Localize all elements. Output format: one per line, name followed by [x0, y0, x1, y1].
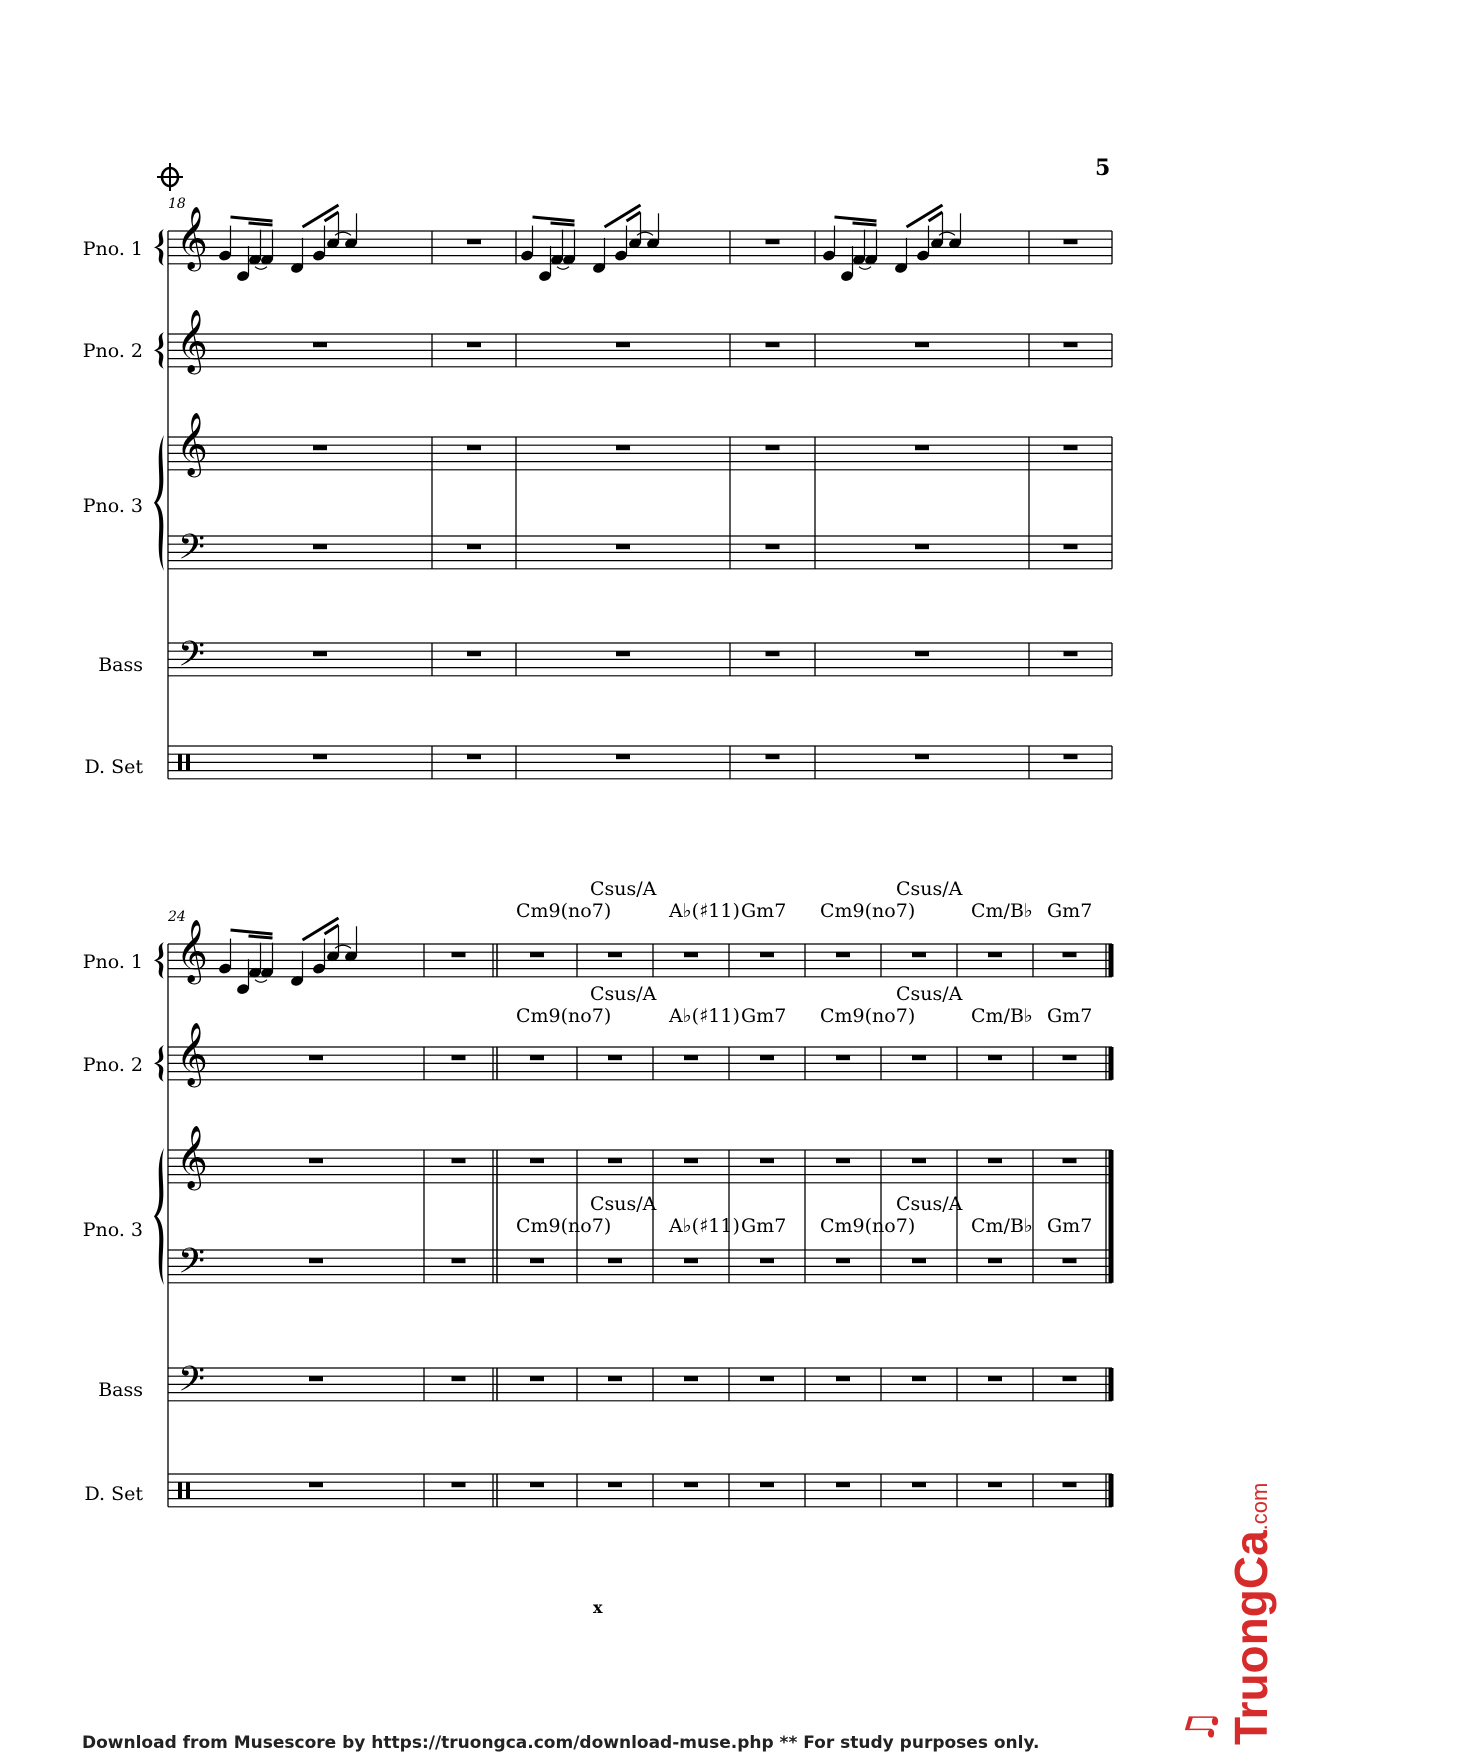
measure-number: 18 — [168, 196, 186, 212]
treble-clef-icon: 𝄞 — [176, 205, 208, 269]
whole-rest-icon — [988, 1482, 1002, 1487]
whole-rest-icon — [915, 445, 929, 450]
whole-rest-icon — [467, 651, 481, 656]
whole-rest-icon — [912, 1158, 926, 1163]
beam — [249, 223, 273, 225]
brace-icon — [154, 332, 164, 369]
whole-rest-icon — [608, 1376, 622, 1381]
chord-symbol: Cm/B♭ — [971, 1215, 1033, 1237]
treble-clef-icon: 𝄞 — [176, 1021, 208, 1085]
chord-symbol: A♭(♯11) — [669, 900, 740, 922]
whole-rest-icon — [608, 1055, 622, 1060]
whole-rest-icon — [760, 1158, 774, 1163]
beam — [249, 936, 273, 938]
whole-rest-icon — [836, 1158, 850, 1163]
instrument-label: D. Set — [84, 1483, 143, 1505]
whole-rest-icon — [1064, 342, 1078, 347]
beam — [551, 223, 575, 225]
treble-clef-icon: 𝄞 — [176, 308, 208, 372]
chord-symbol: Cm/B♭ — [971, 1005, 1033, 1027]
page-number: 5 — [1095, 155, 1111, 181]
whole-rest-icon — [684, 1482, 698, 1487]
whole-rest-icon — [309, 1055, 323, 1060]
chord-symbol: Csus/A — [896, 878, 963, 900]
whole-rest-icon — [309, 1376, 323, 1381]
whole-rest-icon — [684, 1158, 698, 1163]
whole-rest-icon — [836, 1258, 850, 1263]
whole-rest-icon — [760, 1482, 774, 1487]
brace-icon — [154, 942, 164, 979]
whole-rest-icon — [313, 445, 327, 450]
whole-rest-icon — [452, 1258, 466, 1263]
whole-rest-icon — [452, 1055, 466, 1060]
tie — [335, 232, 351, 235]
whole-rest-icon — [608, 952, 622, 957]
whole-rest-icon — [766, 754, 780, 759]
chord-symbol: Cm9(no7) — [820, 1215, 916, 1237]
bass-clef-icon: 𝄢 — [178, 526, 206, 576]
treble-clef-icon: 𝄞 — [176, 918, 208, 982]
chord-symbol: Gm7 — [1047, 1005, 1093, 1027]
treble-clef-icon: 𝄞 — [176, 411, 208, 475]
whole-rest-icon — [915, 651, 929, 656]
percussion-clef-icon — [178, 754, 182, 770]
whole-rest-icon — [766, 651, 780, 656]
whole-rest-icon — [313, 342, 327, 347]
whole-rest-icon — [912, 1055, 926, 1060]
whole-rest-icon — [467, 754, 481, 759]
whole-rest-icon — [616, 651, 630, 656]
chord-symbol: Gm7 — [1047, 1215, 1093, 1237]
beam — [533, 217, 575, 221]
whole-rest-icon — [760, 1055, 774, 1060]
download-footer: Download from Musescore by https://truongca.com/download-muse.php ** For study purposes only. — [82, 1733, 1040, 1753]
brace-icon — [154, 1045, 164, 1082]
whole-rest-icon — [912, 1482, 926, 1487]
measure-number: 24 — [168, 909, 186, 925]
whole-rest-icon — [988, 1055, 1002, 1060]
whole-rest-icon — [912, 1258, 926, 1263]
whole-rest-icon — [452, 952, 466, 957]
whole-rest-icon — [616, 544, 630, 549]
tie — [939, 232, 955, 235]
whole-rest-icon — [760, 1376, 774, 1381]
bass-clef-icon: 𝄢 — [178, 633, 206, 683]
chord-symbol: Csus/A — [590, 1193, 657, 1215]
chord-symbol: Cm9(no7) — [820, 900, 916, 922]
whole-rest-icon — [912, 952, 926, 957]
chord-symbol: Gm7 — [1047, 900, 1093, 922]
whole-rest-icon — [530, 1482, 544, 1487]
whole-rest-icon — [1063, 952, 1077, 957]
whole-rest-icon — [836, 1376, 850, 1381]
whole-rest-icon — [1063, 1376, 1077, 1381]
whole-rest-icon — [616, 754, 630, 759]
whole-rest-icon — [530, 1158, 544, 1163]
brace-icon — [154, 229, 164, 266]
whole-rest-icon — [309, 1258, 323, 1263]
whole-rest-icon — [530, 952, 544, 957]
instrument-label: Pno. 2 — [82, 340, 143, 362]
whole-rest-icon — [608, 1158, 622, 1163]
music-logo-icon: ♫ — [1178, 1709, 1224, 1745]
instrument-label: Pno. 2 — [82, 1054, 143, 1076]
whole-rest-icon — [1064, 445, 1078, 450]
whole-rest-icon — [452, 1482, 466, 1487]
whole-rest-icon — [313, 544, 327, 549]
whole-rest-icon — [608, 1482, 622, 1487]
whole-rest-icon — [309, 1158, 323, 1163]
tie — [255, 267, 267, 270]
whole-rest-icon — [836, 1482, 850, 1487]
whole-rest-icon — [836, 1055, 850, 1060]
instrument-label: Pno. 3 — [82, 495, 143, 517]
whole-rest-icon — [1064, 544, 1078, 549]
chord-symbol: Cm9(no7) — [516, 900, 612, 922]
chord-symbol: Csus/A — [590, 878, 657, 900]
chord-symbol: Gm7 — [741, 1215, 787, 1237]
watermark-suffix: .com — [1247, 1482, 1272, 1531]
whole-rest-icon — [530, 1258, 544, 1263]
whole-rest-icon — [452, 1376, 466, 1381]
bass-clef-icon: 𝄢 — [178, 1358, 206, 1408]
whole-rest-icon — [452, 1158, 466, 1163]
chord-symbol: Csus/A — [590, 983, 657, 1005]
whole-rest-icon — [1063, 1258, 1077, 1263]
watermark-main: TruongCa — [1225, 1530, 1277, 1745]
whole-rest-icon — [766, 342, 780, 347]
whole-rest-icon — [915, 754, 929, 759]
whole-rest-icon — [684, 1258, 698, 1263]
tie — [637, 232, 653, 235]
whole-rest-icon — [760, 1258, 774, 1263]
whole-rest-icon — [616, 445, 630, 450]
percussion-clef-icon — [178, 1482, 182, 1498]
whole-rest-icon — [467, 342, 481, 347]
whole-rest-icon — [1063, 1055, 1077, 1060]
whole-rest-icon — [530, 1376, 544, 1381]
tie — [335, 945, 351, 948]
chord-symbol: A♭(♯11) — [669, 1215, 740, 1237]
whole-rest-icon — [684, 952, 698, 957]
whole-rest-icon — [760, 952, 774, 957]
beam — [835, 217, 877, 221]
whole-rest-icon — [915, 544, 929, 549]
whole-rest-icon — [915, 342, 929, 347]
tie — [557, 267, 569, 270]
bottom-mark: x — [593, 1598, 603, 1617]
chord-symbol: A♭(♯11) — [669, 1005, 740, 1027]
whole-rest-icon — [313, 754, 327, 759]
whole-rest-icon — [766, 239, 780, 244]
whole-rest-icon — [467, 239, 481, 244]
instrument-label: Bass — [98, 1379, 143, 1401]
whole-rest-icon — [1064, 754, 1078, 759]
beam — [231, 930, 273, 934]
whole-rest-icon — [1063, 1158, 1077, 1163]
chord-symbol: Csus/A — [896, 1193, 963, 1215]
percussion-clef-icon — [186, 1482, 190, 1498]
instrument-label: Pno. 3 — [82, 1219, 143, 1241]
tie — [255, 980, 267, 983]
chord-symbol: Gm7 — [741, 900, 787, 922]
brace-icon — [154, 1148, 164, 1285]
tie — [859, 267, 871, 270]
treble-clef-icon: 𝄞 — [176, 1124, 208, 1188]
brace-icon — [154, 435, 164, 571]
chord-symbol: Cm9(no7) — [516, 1215, 612, 1237]
whole-rest-icon — [616, 342, 630, 347]
chord-symbol: Cm9(no7) — [516, 1005, 612, 1027]
instrument-label: Bass — [98, 654, 143, 676]
instrument-label: D. Set — [84, 756, 143, 778]
instrument-label: Pno. 1 — [82, 951, 143, 973]
chord-symbol: Cm/B♭ — [971, 900, 1033, 922]
whole-rest-icon — [1064, 239, 1078, 244]
whole-rest-icon — [1064, 651, 1078, 656]
bass-clef-icon: 𝄢 — [178, 1240, 206, 1290]
whole-rest-icon — [912, 1376, 926, 1381]
whole-rest-icon — [608, 1258, 622, 1263]
beam — [231, 217, 273, 221]
whole-rest-icon — [988, 1258, 1002, 1263]
instrument-label: Pno. 1 — [82, 238, 143, 260]
whole-rest-icon — [313, 651, 327, 656]
chord-symbol: Gm7 — [741, 1005, 787, 1027]
percussion-clef-icon — [186, 754, 190, 770]
whole-rest-icon — [988, 1376, 1002, 1381]
chord-symbol: Cm9(no7) — [820, 1005, 916, 1027]
whole-rest-icon — [766, 445, 780, 450]
whole-rest-icon — [988, 952, 1002, 957]
whole-rest-icon — [836, 952, 850, 957]
whole-rest-icon — [467, 544, 481, 549]
whole-rest-icon — [684, 1376, 698, 1381]
whole-rest-icon — [684, 1055, 698, 1060]
chord-symbol: Csus/A — [896, 983, 963, 1005]
whole-rest-icon — [1063, 1482, 1077, 1487]
whole-rest-icon — [530, 1055, 544, 1060]
whole-rest-icon — [766, 544, 780, 549]
beam — [853, 223, 877, 225]
whole-rest-icon — [309, 1482, 323, 1487]
whole-rest-icon — [988, 1158, 1002, 1163]
whole-rest-icon — [467, 445, 481, 450]
